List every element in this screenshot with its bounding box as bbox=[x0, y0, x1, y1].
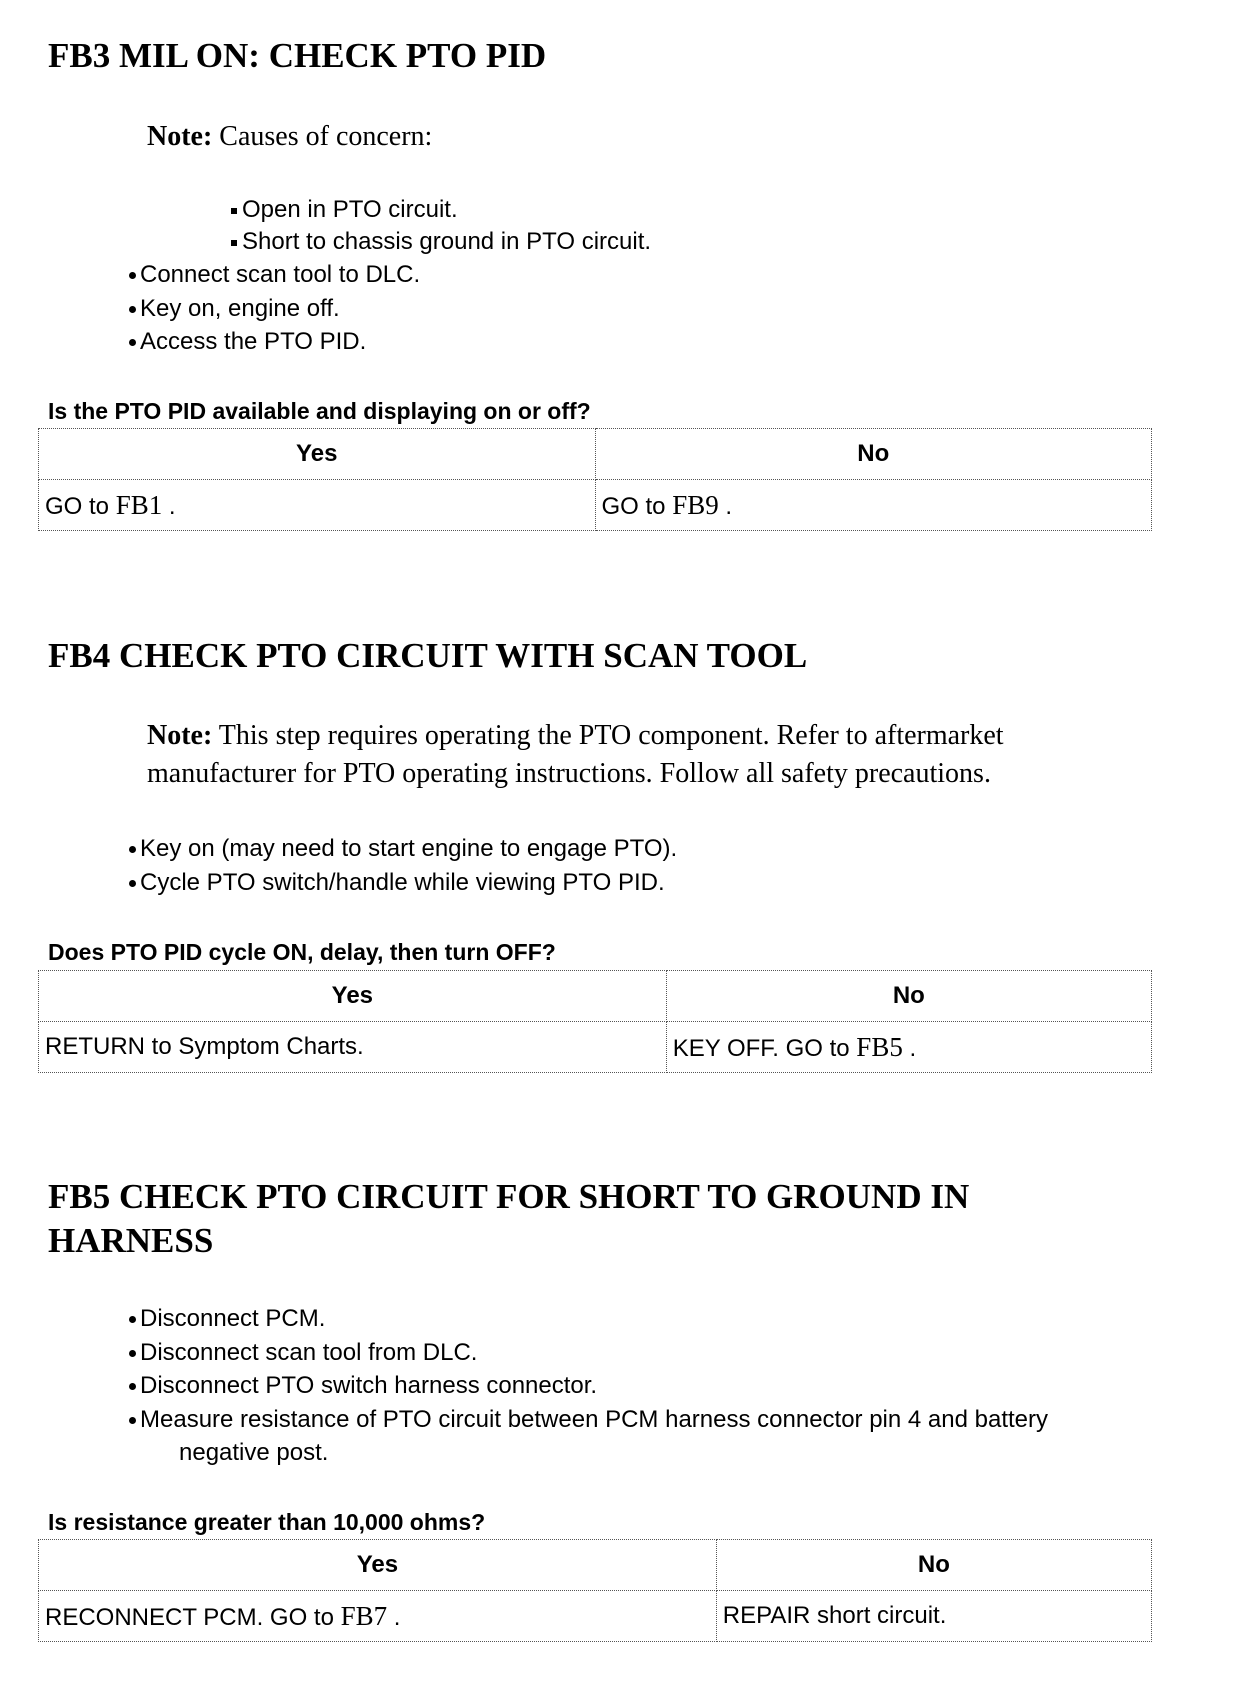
title-line: HARNESS bbox=[48, 1221, 214, 1260]
link-fb1[interactable]: FB1 bbox=[115, 489, 163, 520]
bullet-text: Measure resistance of PTO circuit between PCM harness connector pin 4 and battery bbox=[140, 1406, 1049, 1433]
bullet-text: Disconnect scan tool from DLC. bbox=[140, 1339, 478, 1366]
section-title-fb5 bbox=[48, 1175, 969, 1263]
bullet-text: Cycle PTO switch/handle while viewing PTO PID. bbox=[140, 869, 665, 896]
bullet bbox=[129, 868, 665, 898]
answer-table-fb5 bbox=[38, 1539, 1152, 1642]
no-cell: REPAIR short circuit. bbox=[716, 1591, 1151, 1642]
section-title-fb4: FB4 CHECK PTO CIRCUIT WITH SCAN TOOL bbox=[48, 636, 808, 675]
bullet-icon bbox=[129, 1350, 136, 1357]
note-label: Note: bbox=[147, 720, 213, 751]
question-fb4: Does PTO PID cycle ON, delay, then turn OFF? bbox=[48, 939, 556, 965]
yes-header: Yes bbox=[39, 1540, 717, 1591]
answer-table-fb3 bbox=[38, 428, 1152, 531]
square-bullet-icon bbox=[231, 208, 237, 214]
bullet-icon bbox=[129, 1316, 136, 1323]
yes-text: RECONNECT PCM. GO to bbox=[45, 1603, 341, 1631]
link-fb9[interactable]: FB9 bbox=[672, 489, 719, 520]
yes-cell: RECONNECT PCM. GO to FB7 . bbox=[39, 1591, 717, 1642]
yes-text: GO to bbox=[45, 492, 116, 520]
square-bullet-icon bbox=[231, 240, 237, 246]
question-fb3: Is the PTO PID available and displaying on or off? bbox=[48, 398, 591, 424]
bullet bbox=[129, 834, 677, 864]
no-text: KEY OFF. GO to bbox=[672, 1034, 857, 1062]
note-text: manufacturer for PTO operating instructions. Follow all safety precautions. bbox=[147, 758, 991, 789]
bullet-icon bbox=[129, 306, 136, 313]
bullet-text: Key on (may need to start engine to engage PTO). bbox=[140, 835, 678, 862]
yes-header: Yes bbox=[39, 429, 596, 480]
link-fb7[interactable]: FB7 bbox=[340, 1600, 388, 1631]
no-header: No bbox=[666, 971, 1151, 1022]
sub-bullet-text: Open in PTO circuit. bbox=[242, 196, 458, 223]
sub-bullet bbox=[231, 195, 458, 225]
bullet-text: Connect scan tool to DLC. bbox=[140, 261, 421, 288]
section-title-fb3: FB3 MIL ON: CHECK PTO PID bbox=[48, 36, 547, 75]
bullet-text: Access the PTO PID. bbox=[140, 328, 367, 355]
no-cell: GO to FB9 . bbox=[595, 480, 1152, 531]
no-header: No bbox=[716, 1540, 1151, 1591]
answer-table-fb4 bbox=[38, 970, 1152, 1073]
bullet bbox=[129, 1338, 477, 1368]
no-text: GO to bbox=[601, 492, 673, 520]
bullet-icon bbox=[129, 339, 136, 346]
note-label: Note: bbox=[147, 121, 213, 152]
bullet-icon bbox=[129, 1383, 136, 1390]
bullet bbox=[129, 260, 420, 290]
bullet bbox=[129, 1371, 597, 1401]
bullet-icon bbox=[129, 880, 136, 887]
bullet-text: Disconnect PCM. bbox=[140, 1305, 326, 1332]
bullet bbox=[129, 1405, 1048, 1435]
bullet-icon bbox=[129, 272, 136, 279]
yes-header: Yes bbox=[39, 971, 667, 1022]
bullet bbox=[129, 1304, 325, 1334]
no-header: No bbox=[595, 429, 1152, 480]
question-fb5: Is resistance greater than 10,000 ohms? bbox=[48, 1509, 486, 1535]
note-fb3 bbox=[147, 118, 432, 156]
yes-cell: RETURN to Symptom Charts. bbox=[39, 1022, 667, 1073]
sub-bullet bbox=[231, 227, 651, 257]
note-text: This step requires operating the PTO component. Refer to aftermarket bbox=[218, 720, 1004, 751]
bullet-text: Key on, engine off. bbox=[140, 295, 340, 322]
title-line: FB5 CHECK PTO CIRCUIT FOR SHORT TO GROUND IN bbox=[48, 1177, 970, 1216]
bullet-text: Disconnect PTO switch harness connector. bbox=[140, 1372, 598, 1399]
no-cell: KEY OFF. GO to FB5 . bbox=[666, 1022, 1151, 1073]
note-text: Causes of concern: bbox=[219, 121, 433, 152]
bullet-icon bbox=[129, 1417, 136, 1424]
note-fb4 bbox=[147, 717, 1004, 793]
yes-cell: GO to FB1 . bbox=[39, 480, 596, 531]
bullet bbox=[129, 294, 340, 324]
link-fb5[interactable]: FB5 bbox=[856, 1031, 903, 1062]
sub-bullet-text: Short to chassis ground in PTO circuit. bbox=[242, 228, 652, 255]
bullet-icon bbox=[129, 846, 136, 853]
bullet-continuation: negative post. bbox=[179, 1439, 329, 1466]
bullet bbox=[129, 327, 366, 357]
